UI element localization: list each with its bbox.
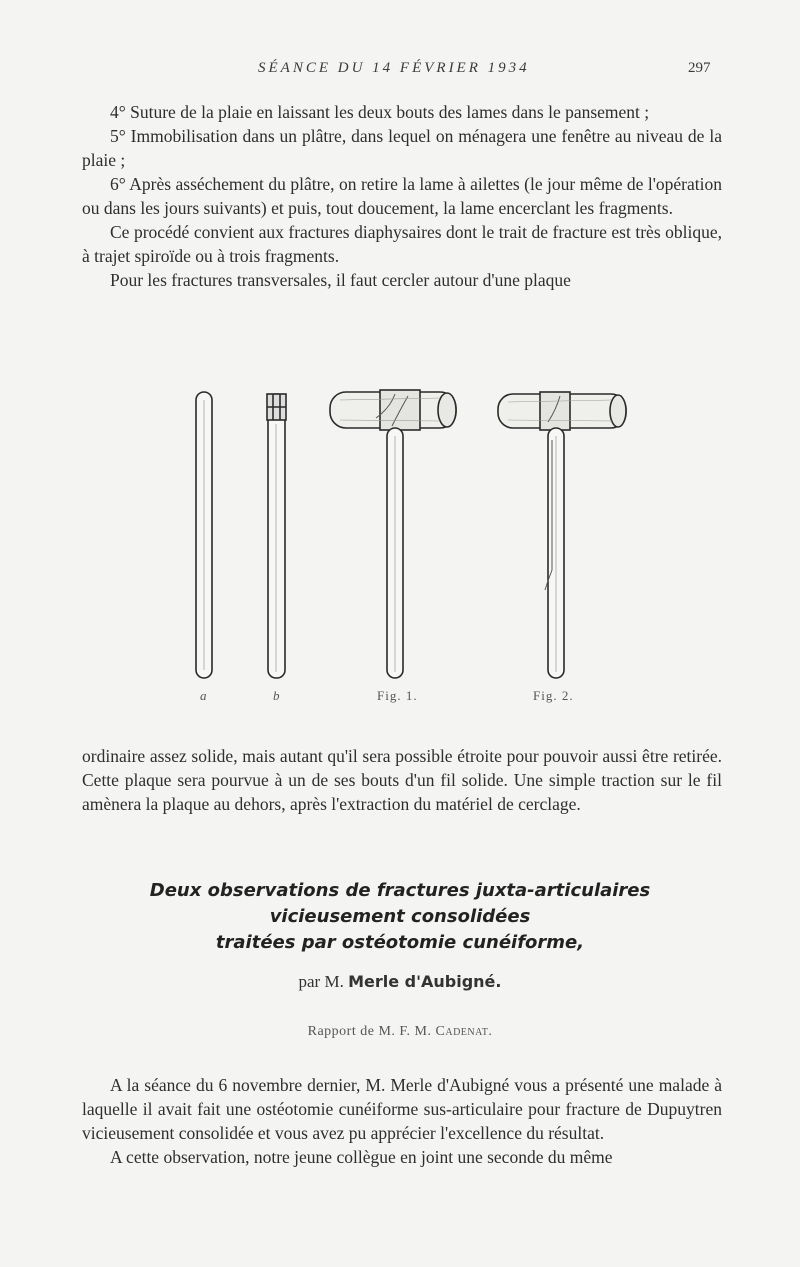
report-prefix: Rapport de M. F. M.: [307, 1024, 432, 1039]
paragraph: Pour les fractures transversales, il faut cercler autour d'une plaque: [110, 270, 571, 290]
paragraph: ordinaire assez solide, mais autant qu'il sera possible étroite pour pouvoir aussi être retirée. Cette plaque sera pourvue à un de ses bouts d'un fil solide. Une simple traction sur le fil amènera la plaque au dehors, après l'extraction du matériel de cerclage.: [82, 746, 722, 814]
author-name: Merle d'Aubigné.: [348, 972, 502, 991]
instrument-drawings: [0, 380, 800, 710]
section-title-line: vicieusement consolidées: [269, 906, 531, 927]
page-header: [0, 60, 800, 80]
paragraph: 5° Immobilisation dans un plâtre, dans lequel on ménagera une fenêtre au niveau de la plaie ;: [82, 126, 722, 170]
section-title: [0, 878, 800, 956]
running-head: SÉANCE DU 14 FÉVRIER 1934: [258, 60, 530, 76]
figure-illustrations: [0, 380, 800, 710]
caption-b: b: [273, 688, 281, 703]
paragraph: Ce procédé convient aux fractures diaphysaires dont le trait de fracture est très oblique, à trajet spiroïde ou à trois fragments.: [82, 222, 722, 266]
page-number: 297: [688, 60, 711, 76]
paragraph: A cette observation, notre jeune collègue en joint une seconde du même: [110, 1147, 613, 1167]
author-prefix: par M.: [298, 972, 344, 991]
blade-b-drawing: [267, 394, 286, 678]
body-text-bottom: [82, 1073, 722, 1169]
caption-fig2: Fig. 2.: [533, 688, 574, 703]
section-title-line: Deux observations de fractures juxta-articulaires: [149, 880, 651, 901]
report-line: [0, 1024, 800, 1040]
caption-fig1: Fig. 1.: [377, 688, 418, 703]
body-text-middle: [82, 744, 722, 816]
fig1-drawing: [330, 390, 456, 678]
body-text-top: [82, 100, 722, 292]
section-title-line: traitées par ostéotomie cunéiforme,: [215, 932, 585, 953]
paragraph: 6° Après asséchement du plâtre, on retire la lame à ailettes (le jour même de l'opération ou dans les jours suivants) et puis, tout doucement, la lame encerclant les fragments.: [82, 174, 722, 218]
paragraph: A la séance du 6 novembre dernier, M. Merle d'Aubigné vous a présenté une malade à laquelle il avait fait une ostéotomie cunéiforme sus-articulaire pour fracture de Dupuytren vicieusement consolidée et vous avez pu apprécier l'excellence du résultat.: [82, 1075, 722, 1143]
fig2-drawing: [498, 392, 626, 678]
reporter-name: Cadenat.: [435, 1024, 493, 1039]
paragraph: 4° Suture de la plaie en laissant les deux bouts des lames dans le pansement ;: [110, 102, 650, 122]
caption-a: a: [200, 688, 208, 703]
blade-a-drawing: [196, 392, 212, 678]
author-line: [0, 972, 800, 992]
